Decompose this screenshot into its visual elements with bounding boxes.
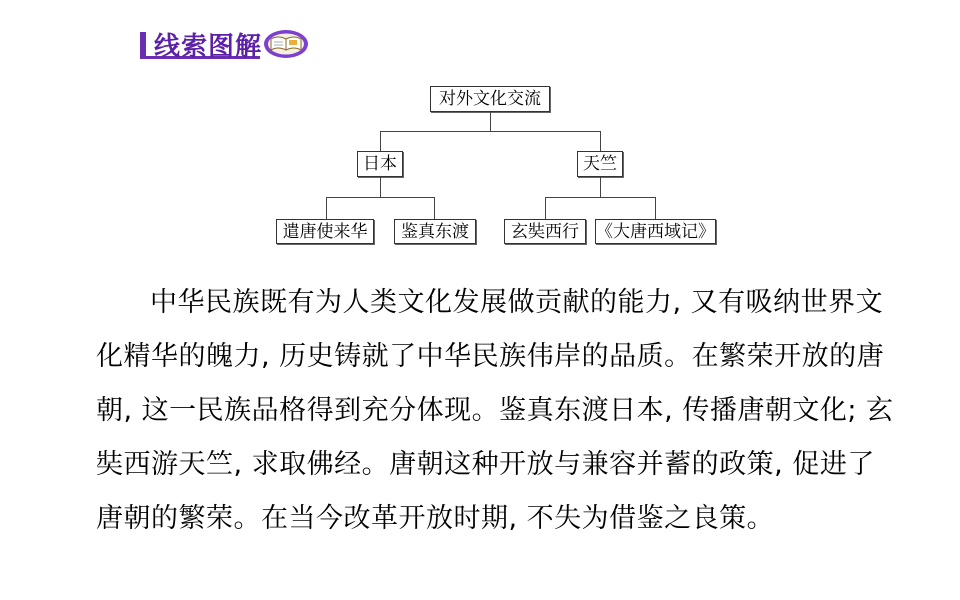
connector-to-envoys xyxy=(326,197,327,219)
diagram-node-xuanzang: 玄奘西行 xyxy=(504,219,586,244)
diagram-node-envoys: 遣唐使来华 xyxy=(276,219,374,244)
connector-to-xuanzang xyxy=(545,197,546,219)
diagram-node-jianzhen: 鉴真东渡 xyxy=(394,219,476,244)
connector-level1-horizontal xyxy=(380,131,601,132)
connector-to-tianzhu xyxy=(600,131,601,151)
connector-to-record xyxy=(655,197,656,219)
diagram-node-tianzhu: 天竺 xyxy=(577,151,623,177)
culture-exchange-diagram xyxy=(0,0,960,260)
connector-to-jianzhen xyxy=(434,197,435,219)
connector-to-japan xyxy=(380,131,381,151)
diagram-root-node: 对外文化交流 xyxy=(430,86,550,112)
diagram-node-record: 《大唐西域记》 xyxy=(595,219,716,244)
header-title: 线索图解 xyxy=(154,32,263,62)
diagram-node-japan: 日本 xyxy=(357,151,403,177)
connector-root-down xyxy=(490,112,491,132)
connector-japan-horizontal xyxy=(326,197,435,198)
connector-tianzhu-down xyxy=(600,177,601,197)
connector-japan-down xyxy=(380,177,381,197)
summary-paragraph: 中华民族既有为人类文化发展做贡献的能力, 又有吸纳世界文化精华的魄力, 历史铸就了中华民族伟岸的品质。在繁荣开放的唐朝, 这一民族品格得到充分体现。鉴真东渡日本, 传播唐朝文化; 玄奘西游天竺, 求取佛经。唐朝这种开放与兼容并蓄的政策, 促进了唐朝的繁荣。在当今改革开放时期, 不失为借鉴之良策。 xyxy=(96,287,894,534)
connector-tianzhu-horizontal xyxy=(545,197,656,198)
